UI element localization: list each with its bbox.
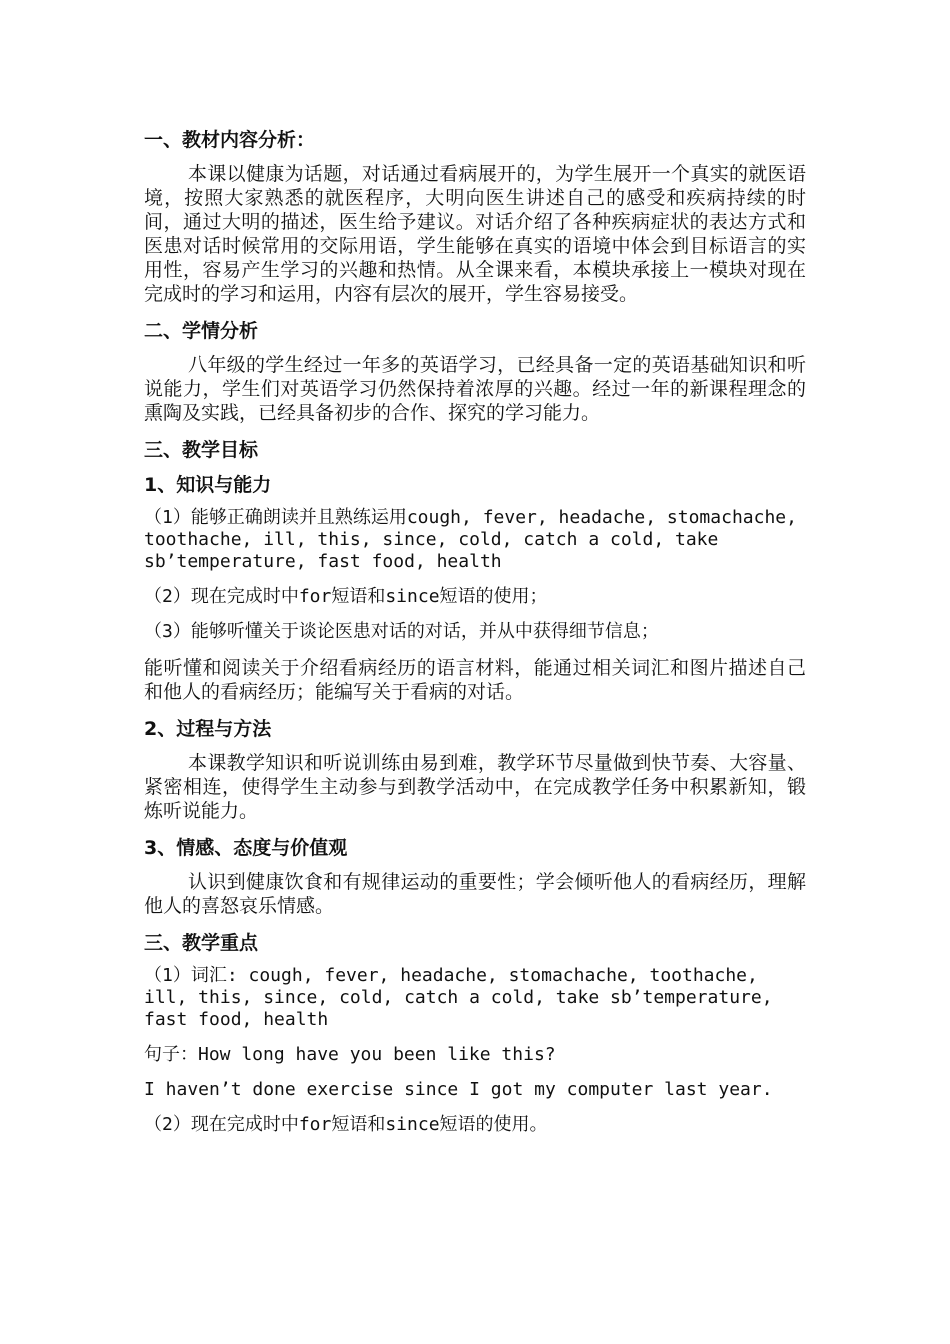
objective-item-3: （3）能够听懂关于谈论医患对话的对话，并从中获得细节信息； [144,621,659,642]
focus-sentence-1: 句子：How long have you been like this? [144,1044,556,1065]
subheading-knowledge-ability: 1、知识与能力 [144,474,272,496]
subheading-emotion-values: 3、情感、态度与价值观 [144,837,348,859]
objective-item-4: 能听懂和阅读关于介绍看病经历的语言材料，能通过相关词汇和图片描述自己和他人的看病经历；能编写关于看病的对话。 [144,657,806,703]
paragraph-textbook-analysis: 本课以健康为话题，对话通过看病展开的，为学生展开一个真实的就医语境，按照大家熟悉的就医程序，大明向医生讲述自己的感受和疾病持续的时间，通过大明的描述，医生给予建议。对话介绍了各种疾病症状的表达方式和医患对话时候常用的交际用语，学生能够在真实的语境中体会到目标语言的实用性，容易产生学习的兴趣和热情。从全课来看，本模块承接上一模块对现在完成时的学习和运用，内容有层次的展开，学生容易接受。 [144,163,806,305]
paragraph-learner-analysis: 八年级的学生经过一年多的英语学习，已经具备一定的英语基础知识和听说能力，学生们对英语学习仍然保持着浓厚的兴趣。经过一年的新课程理念的熏陶及实践，已经具备初步的合作、探究的学习能力。 [144,354,806,424]
subheading-process-method: 2、过程与方法 [144,718,272,740]
paragraph-emotion-values: 认识到健康饮食和有规律运动的重要性；学会倾听他人的看病经历，理解他人的喜怒哀乐情感。 [144,871,806,917]
section-heading-teaching-focus: 三、教学重点 [144,932,259,954]
section-heading-learner-analysis: 二、学情分析 [144,320,259,342]
objective-item-2: （2）现在完成时中for短语和since短语的使用； [144,586,548,607]
focus-sentence-2: I haven’t done exercise since I got my computer last year. [144,1079,773,1100]
section-heading-teaching-objectives: 三、教学目标 [144,439,259,461]
section-heading-textbook-analysis: 一、教材内容分析： [144,129,316,151]
objective-item-1: （1）能够正确朗读并且熟练运用cough, fever, headache, stomachache, toothache, ill, this, since, cold, catch a cold, take sb’temperature, fast food, health [144,507,797,572]
focus-item-grammar: （2）现在完成时中for短语和since短语的使用。 [144,1114,548,1135]
paragraph-process-method: 本课教学知识和听说训练由易到难，教学环节尽量做到快节奏、大容量、紧密相连，使得学生主动参与到教学活动中，在完成教学任务中积累新知，锻炼听说能力。 [144,752,806,822]
focus-item-vocabulary: （1）词汇: cough, fever, headache, stomachache, toothache, ill, this, since, cold, catch a cold, take sb’temperature, fast food, health [144,965,773,1030]
document-body [144,127,806,1149]
